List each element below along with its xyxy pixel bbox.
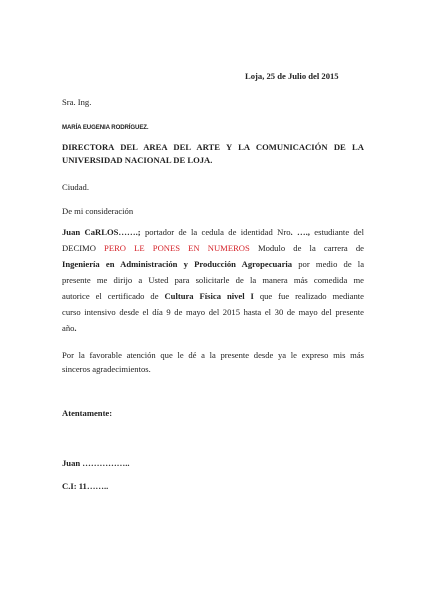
closing: Atentamente: (62, 408, 113, 418)
body1-line6: curso intensivo desde el día 9 de mayo del 2015 hasta el 30 de mayo del presente (62, 307, 364, 317)
course-name: Cultura Física nivel I (164, 291, 254, 301)
body1-line1 (62, 227, 364, 238)
body1-line7-text: año (62, 323, 75, 333)
career-name: Ingeniería en Administración y Producción Agropecuaria (62, 259, 293, 269)
body1-seg2: estudiante del (309, 227, 364, 237)
body2-line2: sinceros agradecimientos. (62, 364, 151, 374)
body1-line2 (62, 243, 364, 254)
body1-line3 (62, 259, 364, 270)
greeting: De mi consideración (62, 206, 134, 216)
recipient-title-line2: UNIVERSIDAD NACIONAL DE LOJA. (62, 155, 213, 165)
body1-line5 (62, 291, 364, 302)
body2-line1: Por la favorable atención que le dé a la presente desde ya le expreso mis más (62, 350, 364, 360)
body1-seg6: autorice el certificado de (62, 291, 165, 301)
body1-seg7: que fue realizado mediante (253, 291, 364, 301)
letter-date: Loja, 25 de Julio del 2015 (245, 71, 339, 81)
body1-seg1b: . …., (290, 227, 310, 237)
body1-seg1: portador de la cedula de identidad Nro (140, 227, 291, 237)
salutation: Sra. Ing. (62, 97, 92, 107)
body1-line7-end: . (74, 323, 77, 333)
body1-line7 (62, 323, 77, 334)
body1-line4: presente me dirijo a Usted para solicitarle de la manera más comedida me (62, 275, 364, 285)
body1-seg4: Modulo de la carrera de (249, 243, 364, 253)
body1-seg3: DECIMO (62, 243, 105, 253)
recipient-title-line1: DIRECTORA DEL AREA DEL ARTE Y LA COMUNICACIÓN DE LA (62, 142, 364, 152)
city: Ciudad. (62, 182, 89, 192)
signature-name: Juan …………….. (62, 458, 130, 468)
signature-id: C.I: 11…….. (62, 481, 109, 491)
student-name: Juan CaRLOS…….; (62, 227, 141, 237)
body1-seg5: por medio de la (292, 259, 365, 269)
red-note: PERO LE PONES EN NUMEROS (104, 243, 250, 253)
recipient-name: MARÍA EUGENIA RODRÍGUEZ. (62, 124, 149, 131)
